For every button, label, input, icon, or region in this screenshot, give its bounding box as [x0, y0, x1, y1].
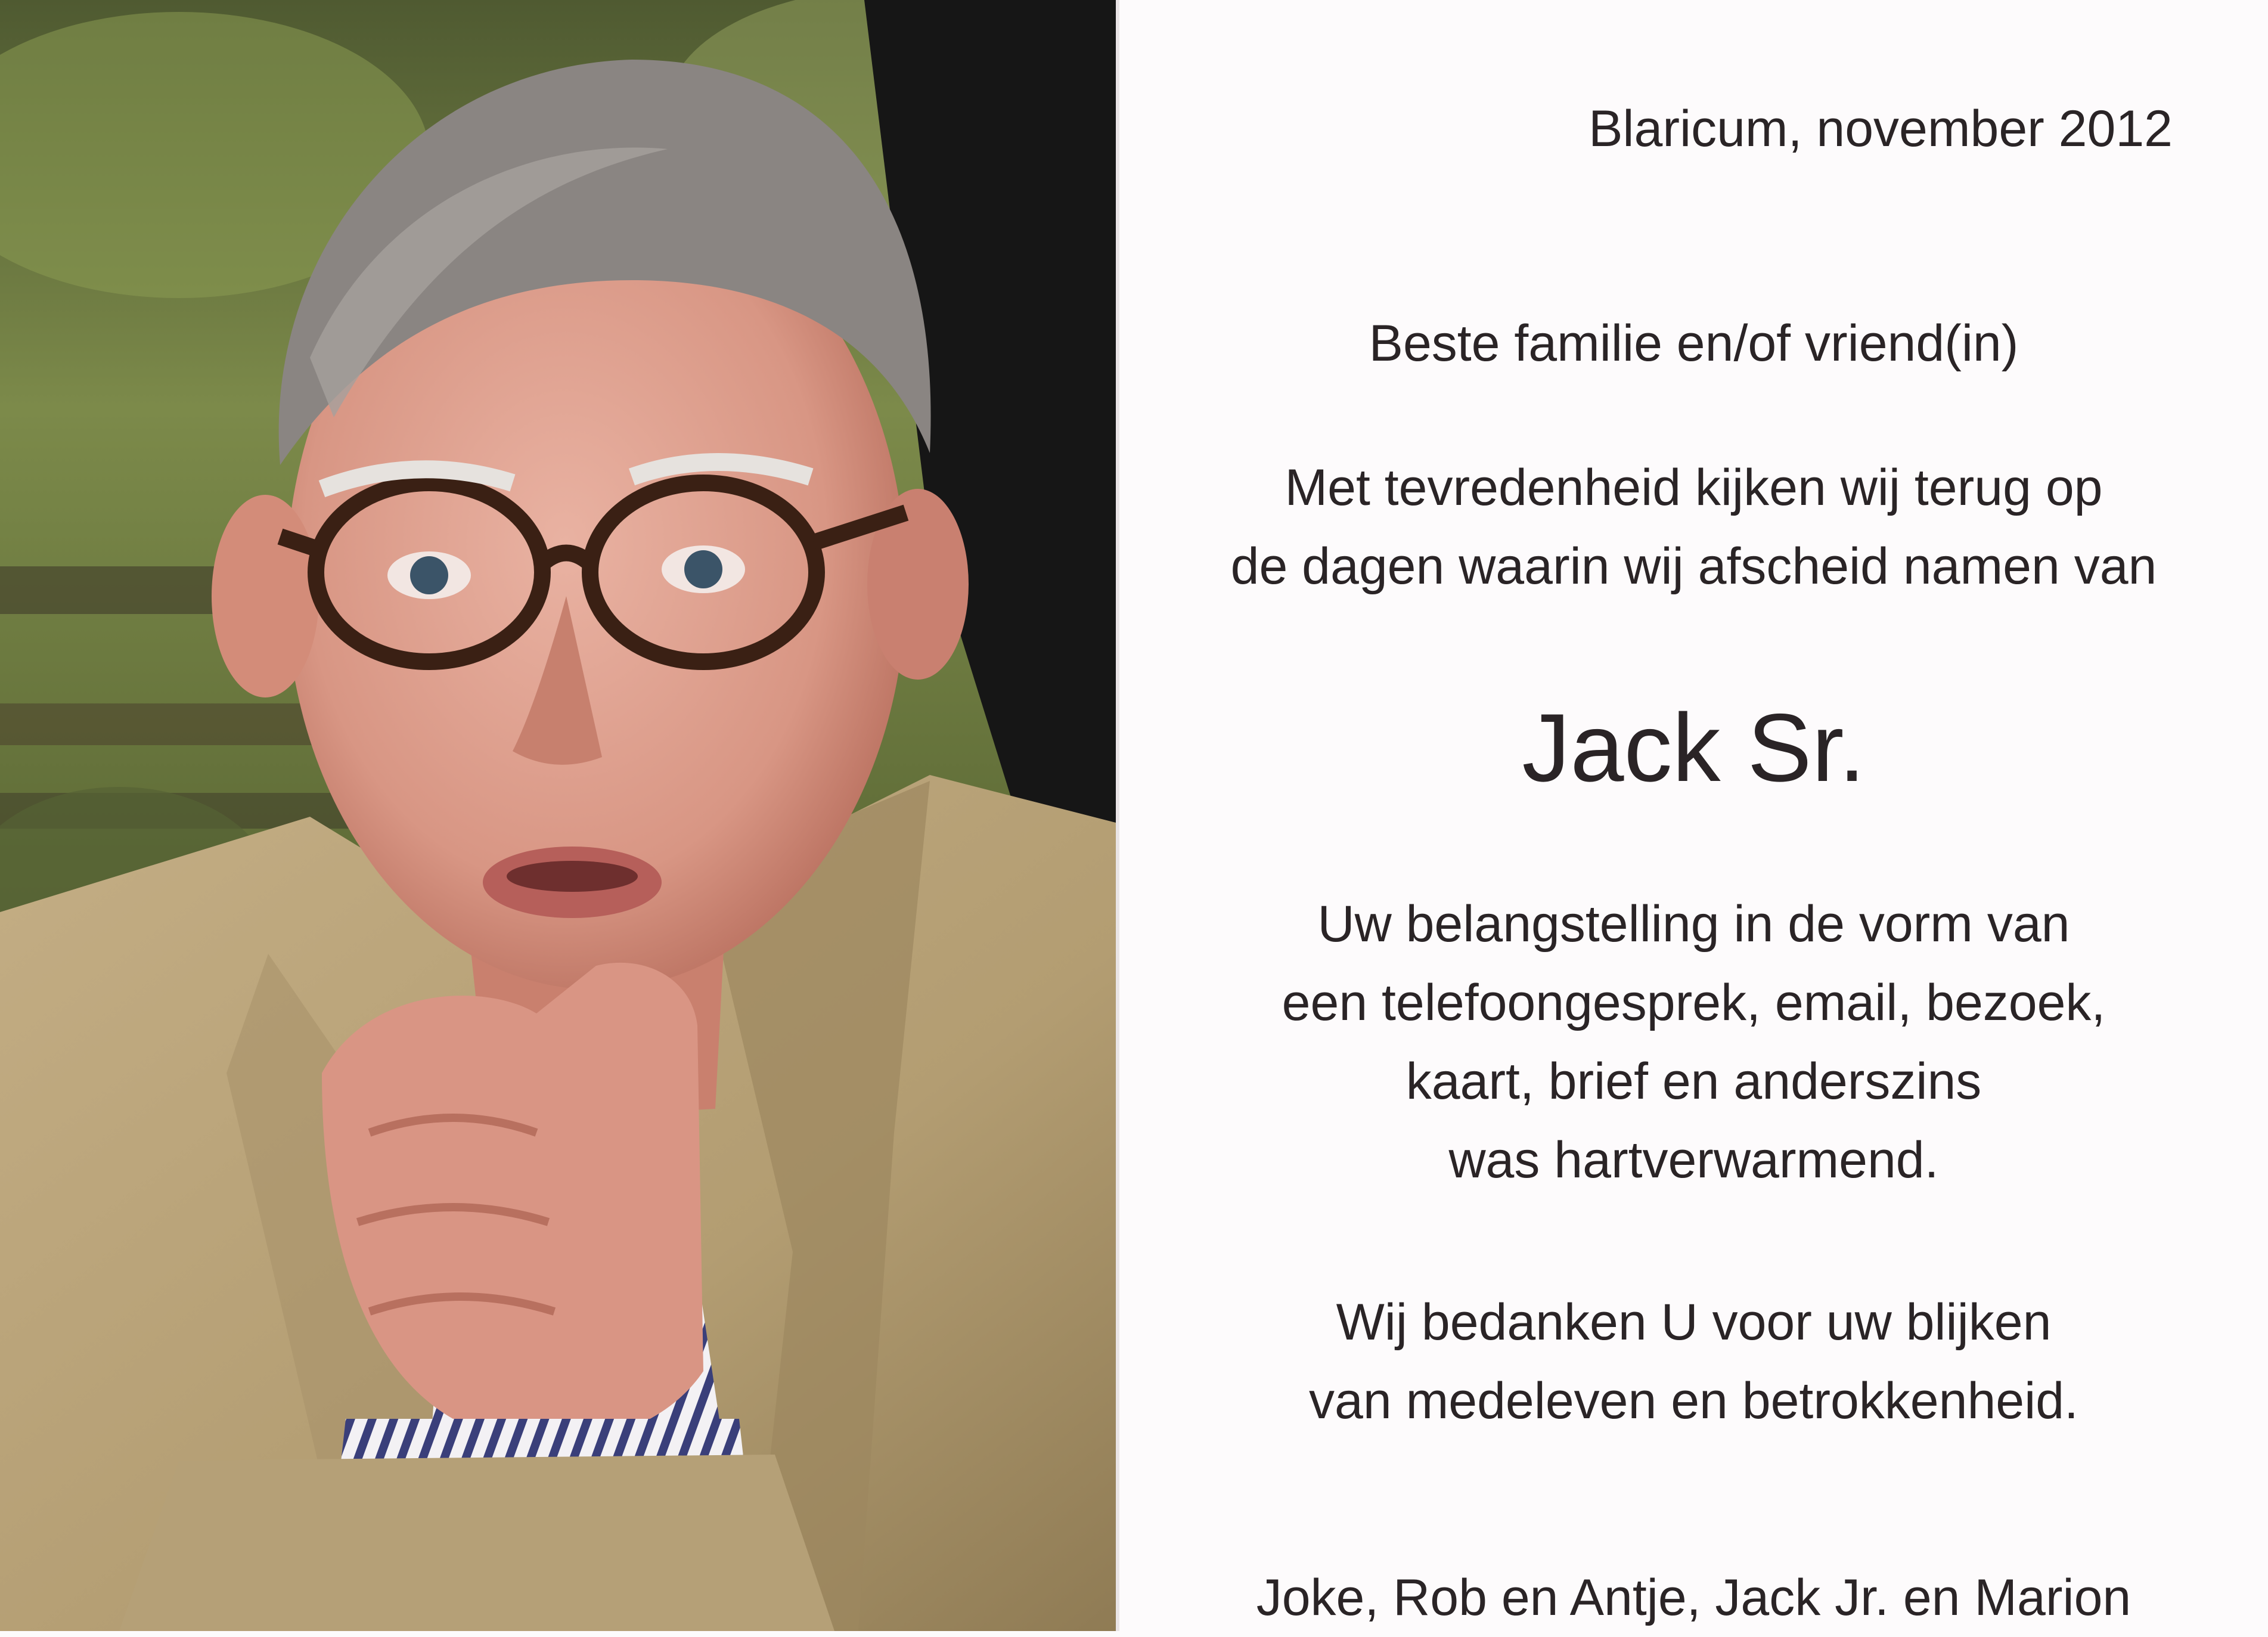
place-date: Blaricum, november 2012 — [1588, 100, 2173, 157]
message-line: was hartverwarmend. — [1448, 1131, 1939, 1189]
message-line: een telefoongesprek, email, bezoek, — [1282, 974, 2106, 1031]
intro-line: Met tevredenheid kijken wij terug op — [1285, 459, 2103, 516]
thanks-line: Wij bedanken U voor uw blijken — [1336, 1294, 2052, 1351]
card-text-panel — [1119, 0, 2268, 1631]
salutation — [1119, 304, 2268, 383]
message-line: Uw belangstelling in de vorm van — [1317, 895, 2070, 953]
salutation-line: Beste familie en/of vriend(in) — [1369, 315, 2019, 372]
portrait-illustration — [0, 0, 1116, 1631]
intro-paragraph — [1119, 448, 2268, 606]
signature — [1119, 1558, 2268, 1637]
message-line: kaart, brief en anderszins — [1406, 1053, 1982, 1110]
deceased-name: Jack Sr. — [1522, 694, 1866, 802]
message-paragraph — [1119, 885, 2268, 1199]
portrait-photo — [0, 0, 1116, 1631]
thanks-paragraph — [1119, 1283, 2268, 1440]
signature-line: Joke, Rob en Antje, Jack Jr. en Marion — [1256, 1569, 2132, 1626]
intro-line: de dagen waarin wij afscheid namen van — [1230, 538, 2157, 595]
thanks-line: van medeleven en betrokkenheid. — [1309, 1372, 2078, 1430]
